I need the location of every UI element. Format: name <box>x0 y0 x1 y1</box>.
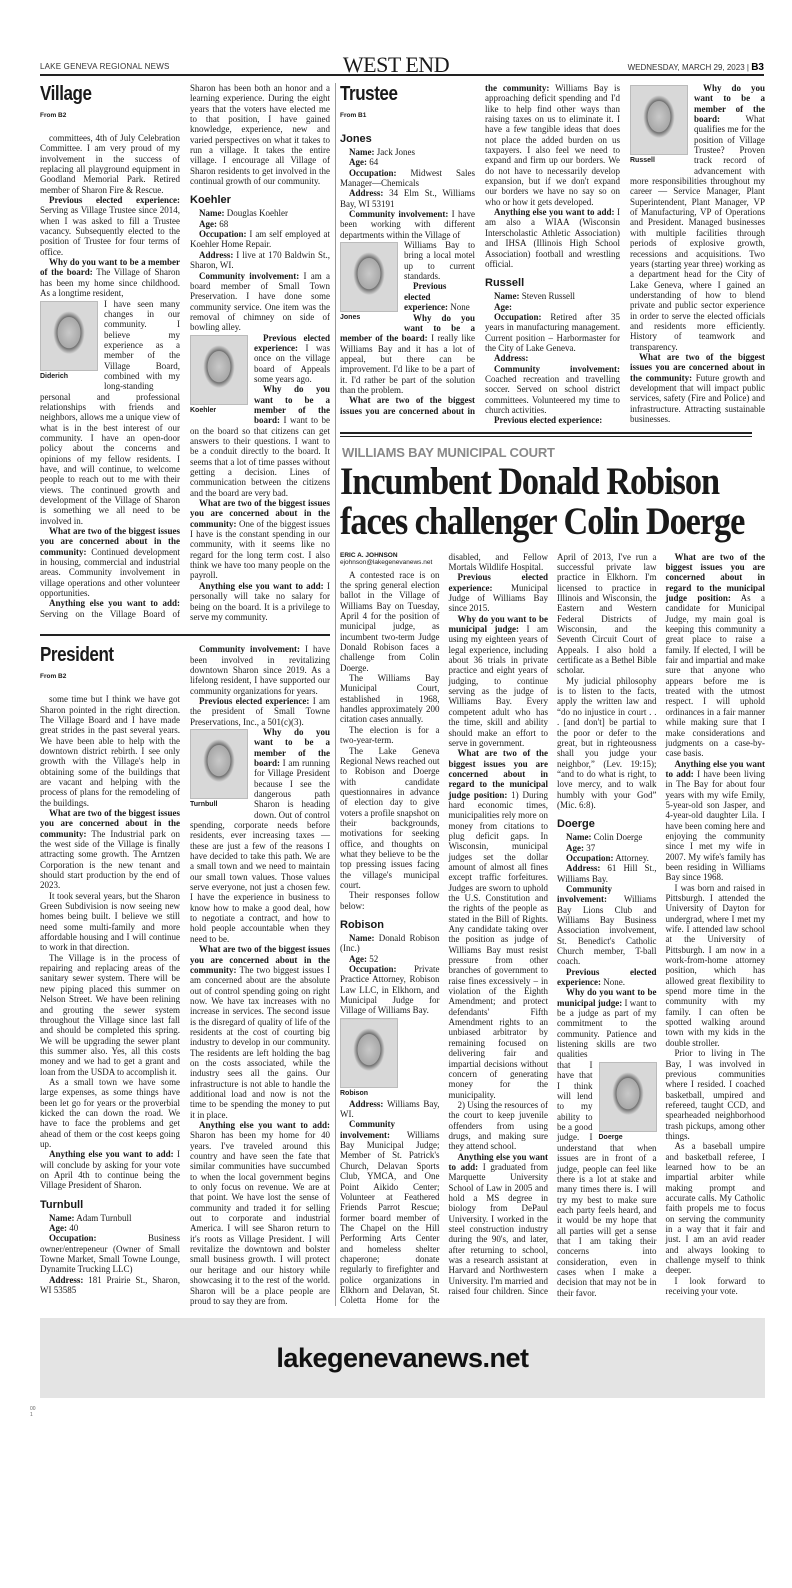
section-title: President <box>40 644 114 667</box>
answer-text: The Industrial park on the west side of the Village is finally attracting some growth. The Arntzen Corporation is the new tenant and should start production by the end of 2023. <box>40 828 180 891</box>
kicker: WILLIAMS BAY MUNICIPAL COURT <box>342 444 555 460</box>
answer-text: 40 <box>67 1223 79 1234</box>
paragraph <box>190 219 330 229</box>
paragraph <box>485 415 620 425</box>
candidate-heading: Russell <box>485 277 525 290</box>
answer-text: The Williams Bay Municipal Court, established in 1968, handles approximately 200 citation cases annually. <box>340 673 440 725</box>
footer-banner <box>40 1318 765 1398</box>
paragraph <box>557 853 657 863</box>
page-body <box>30 83 765 1419</box>
paragraph <box>40 953 180 1077</box>
paragraph <box>190 498 330 581</box>
question-label: Occupation: <box>199 229 247 240</box>
candidate-photo <box>40 301 98 380</box>
answer-text: Sharon has been my home for 40 years. I've traveled around this country and have seen the fate that similar communities have succumbed to when the local government begins to only focus on revenue. We are at that point. We have lost the sense of community and traded it for selling out to corporate and industrial America. I will see Sharon return to it's roots as Village President. I will revitalize the downtown and bolster small business growth. I will protect our heritage and our history while showcasing it to the rest of the world. Sharon will be a place people are proud to say they are from. <box>190 1130 330 1306</box>
question-label: Why do you want to be a member of the board: <box>254 726 330 768</box>
answer-text: 68 <box>217 218 229 229</box>
answer-text: I have been working with different departments within the Village of <box>340 209 475 240</box>
answer-text: None. <box>600 977 625 988</box>
paragraph <box>449 614 549 748</box>
question-label: Age: <box>49 1223 67 1234</box>
separator: | <box>746 63 749 72</box>
paragraph <box>666 1276 766 1297</box>
answer-text: Their responses follow below: <box>340 890 440 911</box>
answer-text: Serving as Village Trustee since 2014, when I was asked to fill a Trustee vacancy. Subsequently elected to the position of Trustee for four terms of office. <box>40 205 180 257</box>
paragraph <box>340 188 475 209</box>
answer-text: Private Practice Attorney, Robison Law LLC, in Elkhorn, and Municipal Judge for Village of Williams Bay. <box>340 964 440 1016</box>
paragraph <box>557 843 657 853</box>
photo-caption: Robison <box>340 1089 368 1097</box>
answer-text: Future growth and development that will impact public services, safety (Fire and Police) and infrastructure. Attracting sustainable businesses. <box>630 372 765 424</box>
answer-text: I live at 170 Baldwin St., Sharon, WI. <box>190 249 330 271</box>
headline: Incumbent Donald Robison faces challenger Colin Doerge <box>340 459 745 543</box>
portrait-image <box>40 301 98 371</box>
paragraph <box>340 570 440 673</box>
paragraph <box>340 725 440 746</box>
answer-text: 181 Prairie St., Sharon, WI 53585 <box>40 1274 180 1296</box>
paragraph <box>557 676 657 810</box>
question-label: What are two of the biggest issues you are concerned about in regard to the municipal judge position: <box>448 748 548 800</box>
question-label: Age: <box>349 157 367 168</box>
answer-text: I am self employed at Koehler Home Repair. <box>190 229 330 250</box>
paragraph <box>485 364 620 416</box>
answer-text: Midwest Sales Manager—Chemicals <box>340 167 475 189</box>
jump-from: From B2 <box>40 112 67 119</box>
portrait-image <box>340 1018 398 1088</box>
question-label: Name: <box>566 832 592 843</box>
issue-date: WEDNESDAY, MARCH 29, 2023 <box>627 63 745 72</box>
answer-text: I want to be on the board so that citizens can get answers to their questions. I want to be a conduit directly to the board. It seems that a lot of time passes without getting a decision. Lines of communication between the citizens and the board are very bad. <box>190 415 330 498</box>
question-label: Community involvement: <box>557 883 613 905</box>
left-column <box>40 83 336 1306</box>
paragraph <box>40 694 180 808</box>
paragraph <box>557 987 657 1059</box>
photo-caption: Koehler <box>190 406 217 414</box>
answer-text: The Village is in the process of repairing and replacing areas of the sanitary sewer system. There will be new piping placed this summer on Nelson Street. We have been relining and grouting the sewer system throughout the Village since last fall and should be completed this spring. We will be upgrading the sewer plant this summer also. Yes, all this costs money and we had to get a grant and loan from the USDA to accomplish it. <box>40 952 180 1077</box>
portrait-image <box>190 729 248 799</box>
answer-text: Adam Turnbull <box>74 1212 132 1223</box>
question-label: Previous elected experience: <box>199 695 310 706</box>
question-label: Previous elected experience: <box>448 572 548 593</box>
answer-text: Williams Bay Lions Club and Williams Bay Business Association involvement, St. Benedict's Catholic Church member, T-ball coach. <box>557 894 657 967</box>
paragraph <box>190 271 330 333</box>
question-label: Anything else you want to add: <box>199 1120 330 1130</box>
question-label: Age: <box>566 842 584 853</box>
question-label: Age: <box>349 953 367 964</box>
answer-text: None <box>447 302 470 313</box>
paragraph <box>40 1149 180 1190</box>
question-label: Anything else you want to add: <box>49 1149 174 1160</box>
paragraph <box>40 1233 180 1274</box>
jump-from: From B2 <box>40 673 67 681</box>
answer-text: 61 Hill St., Williams Bay. <box>557 863 657 884</box>
photo-caption: Jones <box>340 314 361 322</box>
paragraph <box>557 863 657 884</box>
answer-text: I look forward to receiving your vote. <box>665 1275 765 1297</box>
question-label: Name: <box>49 1212 75 1223</box>
answer-text: Retired after 35 years in manufacturing management. Current position – Harbormaster for the City of Lake Geneva. <box>485 311 620 353</box>
candidate-photo <box>340 242 398 321</box>
answer-text: committees, 4th of July Celebration Committee. I am very proud of my involvement in the success of replacing all playground equipment in Goodland Memorial Park. Retired member of Sharon Fire & Rescue. <box>40 133 180 195</box>
portrait-image <box>630 85 688 155</box>
candidate-heading: Koehler <box>190 194 231 207</box>
paragraph <box>485 207 620 269</box>
date-page <box>628 62 764 73</box>
candidate-photo <box>190 335 248 414</box>
portrait-image <box>190 335 248 405</box>
answer-text: Coached recreation and travelling soccer. Served on school district committees. Volunteered my time to church activities. <box>485 373 620 415</box>
question-label: Occupation: <box>566 852 614 863</box>
page-code-line: 1 <box>30 1412 33 1419</box>
paragraph <box>40 195 180 257</box>
question-label: What are two of the biggest issues you are concerned about in regard to the municipal judge position: <box>665 551 765 604</box>
question-label: Previous elected experience: <box>254 332 330 353</box>
paragraph <box>340 209 475 240</box>
page-code <box>30 1406 765 1418</box>
question-label: Anything else you want to add: <box>199 580 324 591</box>
byline-email: ejohnson@lakegenevanews.net <box>340 558 433 566</box>
answer-text: I am a board member of Small Town Preservation. I have done some community service. One item was the removal of chimney on side of bowling alley. <box>190 270 330 333</box>
answer-text: My judicial philosophy is to listen to the facts, apply the written law and “do no injustice in court . . . [and don't] be partial to the poor or defer to the great, but in righteousness shall you judge your neighbor,” (Lev. 19:15); “and to do what is right, to love mercy, and to walk humbly with your God” (Mic. 6:8). <box>557 675 657 810</box>
answer-text: Attorney. <box>613 852 649 863</box>
section-rule <box>340 432 752 437</box>
paragraph <box>666 1048 766 1141</box>
answer-text: 2) Using the resources of the court to keep juvenile offenders from using drugs, and making sure they attend school. <box>448 1099 548 1152</box>
question-label: Why do you want to be a member of the board: <box>40 257 180 278</box>
answer-text: As a baseball umpire and basketball referee, I learned how to be an impartial arbiter while making prompt and accurate calls. My Catholic faith propels me to focus on serving the community in a way that it fair and just. I am an avid reader and always looking to challenge myself to think deeper. <box>665 1141 765 1276</box>
answer-text: Douglas Koehler <box>224 208 288 219</box>
answer-text: Williams Bay to bring a local motel up to current standards. <box>404 240 475 282</box>
photo-caption: Russell <box>630 157 655 164</box>
answer-text: Donald Robison (Inc.) <box>340 933 440 954</box>
question-label: Why do you want to be a member of the board: <box>340 312 475 344</box>
answer-text: I was born and raised in Pittsburgh. I attended the University of Dayton for undergrad, where I met my wife. I attended law school at the University of Pittsburgh. I am now in a work-from-home attorney position, which has allowed great flexibility to spend more time in the community with my family. I can often be spotted walking around town with my kids in the double stroller. <box>665 882 765 1048</box>
question-label: Occupation: <box>49 1233 97 1244</box>
candidate-heading: Turnbull <box>40 1198 84 1211</box>
paragraph <box>40 1223 180 1233</box>
answer-text: The election is for a two-year-term. <box>340 724 440 746</box>
candidate-photo <box>599 1062 657 1141</box>
paragraph <box>557 884 657 967</box>
paragraph <box>190 644 330 696</box>
paragraph <box>340 157 475 167</box>
answer-text: I have seen many changes in our community. I believe my experience as a member of the Village Board, combined with my long-standing personal and professional relationships with friends and neighbors, allows me a unique view of what is in the best interest of our community. I have an open-door policy about the concerns and opinions of my fellow residents. I have, and will continue, to welcome people to reach out to me with their views. The continued growth and development of the Village of Sharon is something we all need to be involved in. <box>40 298 180 526</box>
answer-text: 1) During hard economic times, municipalities rely more on money from citations to plug deficit gaps. In Wisconsin, municipal judges set the dollar amount of almost all fines except traffic forfeitures. Judges are sworn to uphold the U.S. Constitution and the rights of the people as stated in the Bill of Rights. Any candidate taking over the position as judge of Williams Bay must resist pressure from other branches of government to raise fines excessively – in violation of the Eighth Amendment; and protect defendants' Fifth Amendment rights to an unbiased arbitrator by remaining focused on delivering fair and impartial decisions without concern of generating money for the municipality. <box>448 789 548 1100</box>
paragraph <box>340 933 440 954</box>
question-label: Previous elected experience: <box>49 195 180 206</box>
paragraph <box>40 1213 180 1223</box>
page-number: B3 <box>751 62 764 73</box>
answer-text: Business owner/entrepeneur (Owner of Small Towne Market, Small Towne Lounge, Dynamite Trucking LLC) <box>40 1233 180 1275</box>
answer-text: Steven Russell <box>519 291 575 302</box>
photo-caption: Diderich <box>40 372 69 380</box>
question-label: Name: <box>349 147 375 157</box>
paragraph <box>666 1141 766 1275</box>
paragraph <box>40 526 180 598</box>
paragraph <box>40 1275 180 1296</box>
paragraph <box>666 759 766 883</box>
answer-text: 64 <box>367 157 379 168</box>
question-label: Community involvement: <box>199 270 300 281</box>
question-label: Why do you want to be a member of the board: <box>254 384 330 426</box>
paragraph <box>485 353 620 363</box>
candidate-heading: Doerge <box>557 818 595 831</box>
paragraph <box>40 133 180 195</box>
candidate-heading: Robison <box>340 919 384 931</box>
question-label: Why do you want to be a member of the board: <box>694 83 765 125</box>
question-label: Address: <box>199 249 234 260</box>
question-label: What are two of the biggest issues you are concerned about in the community: <box>40 807 180 839</box>
question-label: Address: <box>349 188 384 199</box>
answer-text: Williams Bay, WI. <box>340 1098 440 1120</box>
paragraph <box>40 257 180 298</box>
president-article <box>40 644 330 1306</box>
paragraph <box>449 1100 549 1152</box>
paragraph <box>666 883 766 1049</box>
headline-container <box>340 459 765 543</box>
section-name: WEST END <box>342 52 450 77</box>
answer-text: I am also a WIAA (Wisconsin Interscholastic Athletic Association) and IHSA (Illinois High School Association) football and wrestling official. <box>485 207 620 269</box>
section-rule <box>40 634 330 636</box>
paragraph <box>340 147 475 157</box>
question-label: Name: <box>494 291 520 302</box>
answer-text: As a small town we have some large expenses, as some things have been let go for years or the proverbial kicked the can down the road. We have to face the problems and get ahead of them or the cost keeps going up. <box>40 1076 180 1149</box>
answer-text: The Lake Geneva Regional News reached out to Robison and Doerge with candidate questionnaires in advance of election day to give voters a profile snapshot on their backgrounds, motivations for seeking office, and thoughts on what they believe to be the top pressing issues facing the village's municipal court. <box>340 745 440 890</box>
paragraph <box>190 208 330 218</box>
answer-text: Colin Doerge <box>591 832 643 843</box>
trustee-article <box>340 83 765 426</box>
question-label: Anything else you want to add: <box>448 1151 548 1172</box>
village-article <box>40 83 330 622</box>
question-label: Community involvement: <box>340 1119 396 1140</box>
question-label: Previous elected experience: <box>557 966 657 988</box>
question-label: Occupation: <box>349 964 397 975</box>
answer-text: The two biggest issues I am concerned about are the absolute out of control spending going on right now. We have tax increases with no increase in services. The second issue is the disregard of quality of life of the residents at the cost of courting big industry to develop in our community. The residents are left holding the bag on the costs associated, while the industry sees all the gains. Our infrastructure is not able to handle the additional load and now is not the time to be spending the money to put it in place. <box>190 964 330 1120</box>
paragraph <box>666 552 766 759</box>
answer-text: 34 Elm St., Williams Bay, WI 53191 <box>340 188 475 209</box>
paragraph <box>449 572 549 613</box>
answer-text: I am running for Village President because I see the dangerous path Sharon is heading down. Out of control spending, corporate needs before residents, ever increasing taxes — these are just a few of the reasons I have decided to take this path. We are a small town and we need to maintain our small town values. Those values serve everyone, not just a chosen few. I have the experience in business to know how to make a good deal, how to negotiate a contract, and how to hold people accountable when they need to be. <box>190 757 330 944</box>
answer-text: I want to be a judge as part of my commitment to the community. Patience and listening skills are two qualities <box>557 997 657 1060</box>
paragraph <box>340 746 440 891</box>
right-column <box>336 83 765 1306</box>
byline: ERIC A. JOHNSON <box>340 551 398 559</box>
portrait-image <box>340 242 398 312</box>
question-label: Previous elected experience: <box>494 415 603 426</box>
paragraph <box>340 313 475 396</box>
answer-text: I am the president of Small Towne Preservations, Inc., a 501(c)(3). <box>190 695 330 727</box>
answer-text: As a candidate for Municipal Judge, my main goal is keeping this community a great place to raise a family. If elected, I will be fair and impartial and make sure that anyone who appears before me is treated with the utmost respect. I will uphold ordinances in a fair manner while making sure that I make considerations and judgments on a case-by-case basis. <box>665 593 765 759</box>
court-article <box>340 552 765 1306</box>
paragraph <box>340 168 475 189</box>
jump-from: From B1 <box>340 112 367 119</box>
question-label: Name: <box>349 933 375 943</box>
question-label: Anything else you want to add: <box>49 598 180 609</box>
answer-text: What qualifies me for the position of Village Trustee? Proven track record of advancement with more responsibilities throughout my career — Service Manager, Plant Superintendent, Plant Manager, VP of Manufacturing, VP of Operations and President. Managed businesses with multiple facilities through periods of explosive growth, recessions and acquisitions. Two years (starting year three) working as a department head for the City of Lake Geneva, where I gained an understanding of how to blend private and public sector experience in order to serve the elected officials and residents more efficiently. History of teamwork and transparency. <box>630 114 765 352</box>
question-label: Community involvement: <box>494 363 620 374</box>
answer-text: Serving on the Village Board of Sharon has been both an honor and a learning experience. During the eight years that the voters have elected me to that position, I have gained knowledge, experience, new and varied perspectives on what it takes to run a village. It takes the entire village. I encourage all Village of Sharon residents to get involved in the continual growth of our community. <box>40 83 330 619</box>
answer-text: Prior to living in The Bay, I was involved in previous communities where I resided. I coached basketball, umpired and refereed, taught CCD, and spearheaded neighborhood trash pickups, among other things. <box>665 1048 765 1141</box>
question-label: Address: <box>494 353 529 364</box>
answer-text: The Village of Sharon has been my home since childhood. As a longtime resident, <box>40 267 180 299</box>
answer-text: I graduated from Marquette University School of Law in 2005 and hold a MS degree in biology from DePaul University. I worked in the steel construction industry during the 90's, and later, after returning to school, was a research assistant at Harvard and Northwestern University. I'm married and raised four children. Since April of 2013, I've run a successful private law practice in Elkhorn. I'm licensed to practice in Illinois and Wisconsin, the Eastern and Western Federal Districts of Wisconsin, and the Seventh Circuit Court of Appeals. I also hold a certificate as a Bethel Bible scholar. <box>448 551 657 1297</box>
question-label: What are two of the biggest issues you are concerned about in the community: <box>340 83 550 416</box>
question-label: Community involvement: <box>349 209 449 220</box>
section-title: Trustee <box>340 83 398 105</box>
answer-text: A contested race is on the spring general election ballot in the Village of Williams Bay on Tuesday, April 4 for the position of municipal judge, as incumbent two-term Judge Donald Robison faces a challenge from Colin Doerge. <box>340 569 440 673</box>
answer-text: 52 <box>367 953 379 964</box>
paragraph <box>630 352 765 424</box>
question-label: Community involvement: <box>199 644 300 655</box>
answer-text: One of the biggest issues I have is the constant spending in our community, with it seems like no regard for the long term cost. I also think we have too many people on the payroll. <box>190 518 330 581</box>
question-label: Name: <box>199 208 225 219</box>
paragraph <box>40 808 180 891</box>
section-title: Village <box>40 83 92 105</box>
paragraph <box>190 1120 330 1306</box>
answer-text: I have been living in The Bay for about four years with my wife Emily, 5-year-old son Jasper, and 4-year-old daughter Lila. I have been coming here and enjoying the community since I met my wife in 2007. My wife's family has been residing in Williams Bay since 1968. <box>665 768 765 883</box>
paragraph <box>557 832 657 842</box>
candidate-photo <box>190 729 248 808</box>
paragraph <box>190 944 330 1120</box>
paragraph <box>485 302 620 312</box>
paragraph <box>485 291 620 301</box>
paragraph <box>190 581 330 622</box>
portrait-image <box>599 1062 657 1132</box>
question-label: Address: <box>49 1274 84 1285</box>
paragraph <box>557 967 657 988</box>
answer-text: I really like Williams Bay and it has a lot of appeal, but there can be improvement. I'd like to be a part of it. I'd rather be part of the solution than the problem. <box>340 333 475 395</box>
paragraph <box>190 696 330 727</box>
question-label: Anything else you want to add: <box>665 758 765 779</box>
question-label: What are two of the biggest issues you are concerned about in the community: <box>190 944 330 975</box>
photo-caption: Turnbull <box>190 800 218 808</box>
candidate-heading: Jones <box>340 133 372 145</box>
answer-text: I personally will take no salary for being on the board. It is a privilege to serve my community. <box>190 580 330 622</box>
question-label: Address: <box>349 1098 384 1109</box>
question-label: Previous elected experience: <box>404 281 448 313</box>
question-label: Address: <box>566 863 601 874</box>
question-label: Occupation: <box>349 167 397 178</box>
answer-text: Williams Bay is approaching deficit spending and I'd like to help find other ways than raising taxes on us to eliminate it. I have a few tangible ideas that does not place the added burden on us taxpayers. I also feel we need to expand and firm up our borders. We do not have to necessarily develop expansion, but if we don't expand our borders we have no say so on who or how it gets developed. <box>485 83 620 207</box>
paragraph <box>340 890 440 911</box>
page-columns <box>40 83 765 1306</box>
candidate-photo <box>340 1018 398 1097</box>
answer-text: It took several years, but the Sharon Green Subdivision is now seeing new homes being built. I believe we still need some multi-family and more affordable housing and I will continue to work in that direction. <box>40 890 180 953</box>
question-label: Occupation: <box>494 311 542 322</box>
answer-text: some time but I think we have got Sharon pointed in the right direction. The Village Board and I have made great strides in the past several years. We have been able to help with the downtown district rebirth. I see only growth with the Village's help in obtaining some of the buildings that are vacant and helping with the process of plans for the remodeling of the buildings. <box>40 694 180 808</box>
paragraph <box>449 748 549 1100</box>
question-label: Anything else you want to add: <box>494 207 615 218</box>
answer-text: Continued development in housing, commercial and industrial areas. Community involvement in village operations and other volunteer opportunities. <box>40 546 180 599</box>
answer-text: I will conclude by asking for your vote on April 4th to continue being the Village President of Sharon. <box>40 1149 180 1191</box>
question-label: Why do you want to be municipal judge: <box>557 987 657 1008</box>
question-label: What are two of the biggest issues you are concerned about in the community: <box>190 498 330 529</box>
paragraph <box>40 891 180 953</box>
paragraph <box>190 229 330 250</box>
paragraph <box>40 1077 180 1149</box>
photo-caption: Doerge <box>598 1133 623 1141</box>
answer-text: I have been involved in revitalizing downtown Sharon since 2019. As a lifelong resident, I have supported our community organizations for years. <box>190 644 330 696</box>
paragraph <box>340 954 440 964</box>
paragraph <box>190 250 330 271</box>
question-label: Age: <box>494 301 512 312</box>
header-rule <box>40 74 764 76</box>
question-label: What are two of the biggest issues you are concerned about in the community: <box>40 526 180 557</box>
page-code-line: 00 <box>30 1406 36 1413</box>
candidate-photo <box>630 85 688 164</box>
paragraph <box>340 964 440 1016</box>
website: lakegenevanews.net <box>276 1342 529 1373</box>
question-label: Age: <box>199 218 217 229</box>
paragraph <box>340 673 440 725</box>
answer-text: that I have that I think will lend to my ability to be a good judge. I understand that when issues are in front of a judge, people can feel like there is a lot at stake and many times there is. I will try my best to make sure each party feels heard, and it would be my hope that all parties will get a sense that I am taking their concerns into consideration, even in cases when I make a decision that may not be in their favor. <box>557 1059 657 1298</box>
paragraph <box>485 312 620 353</box>
answer-text: I am using my eighteen years of legal experience, including about 36 trials in private practice and eight years of judging, to continue serving as the judge of Williams Bay. Every competent adult who has the time, skill and ability should make an effort to serve in government. <box>448 624 548 748</box>
answer-text: I was once on the village board of Appeals some years ago. <box>254 342 330 384</box>
answer-text: 37 <box>584 842 596 853</box>
paper-name: LAKE GENEVA REGIONAL NEWS <box>40 62 170 71</box>
answer-text: Jack Jones <box>374 147 415 157</box>
answer-text: Williams Bay Municipal Judge; Member of St. Patrick's Church, Delavan Sports Club, YMCA, and One Point Aikido Center; Volunteer at Feathered Friends Parrot Rescue; former board member of The Chapel on the Hill Performing Arts Center and homeless shelter chaperone; donate regularly to firefighter and police organizations in Elkhorn and Delavan, St. Coletta Home for the disabled, and Fellow Mortals Wildlife Hospital. <box>340 551 548 1306</box>
question-label: What are two of the biggest issues you are concerned about in the community: <box>630 351 765 383</box>
question-label: Why do you want to be municipal judge: <box>448 613 548 635</box>
answer-text: Municipal Judge of Williams Bay since 2015. <box>448 582 548 614</box>
